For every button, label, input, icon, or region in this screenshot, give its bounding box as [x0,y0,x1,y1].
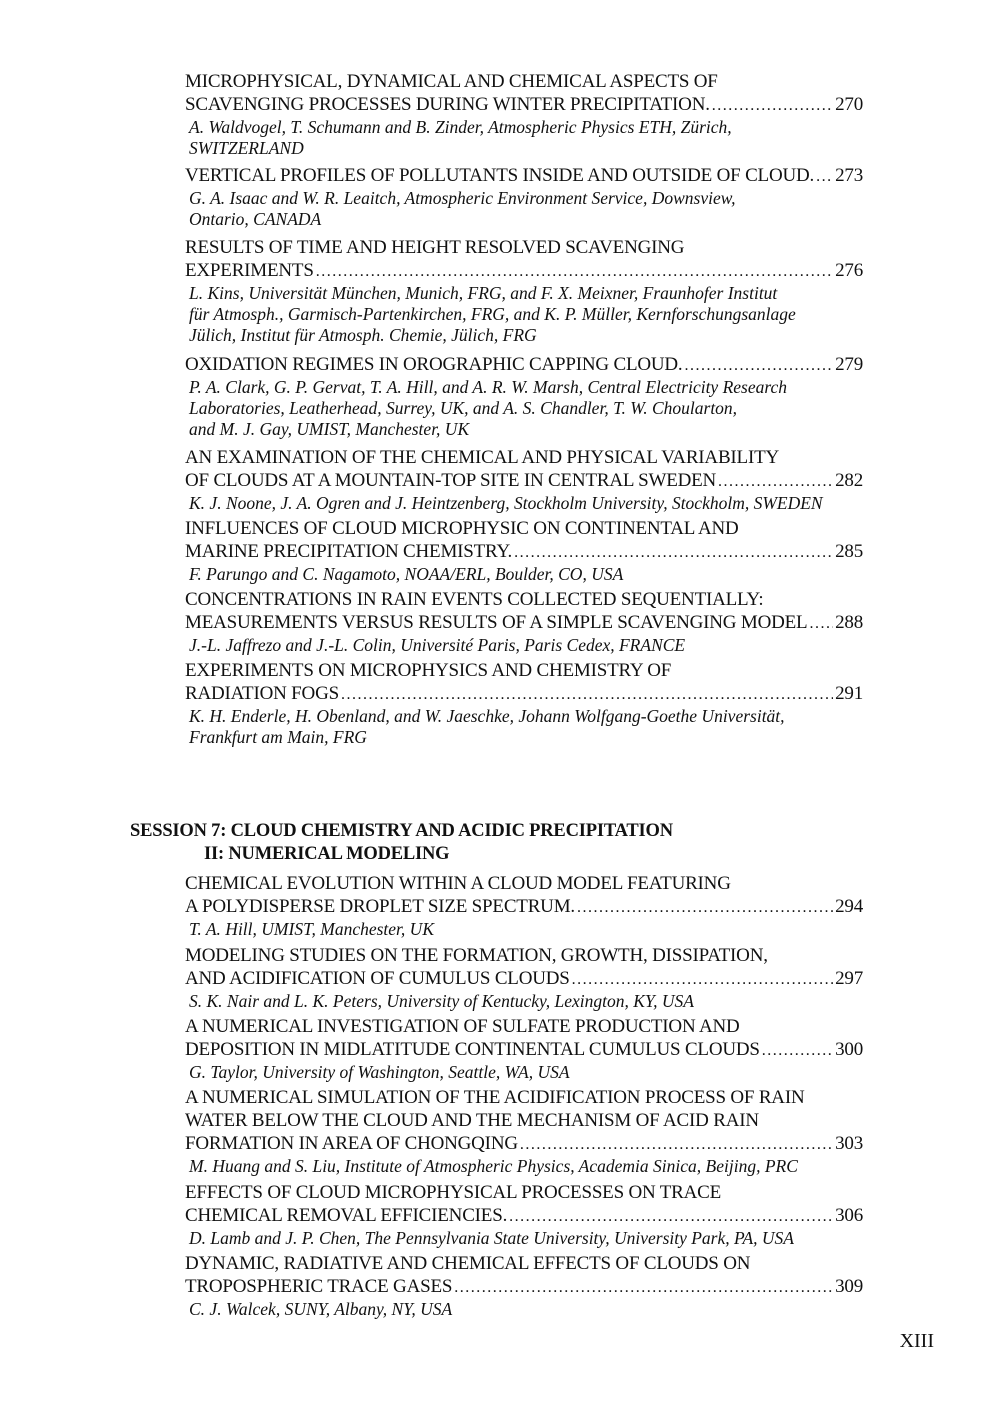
entry-title-last-line [185,682,863,706]
entry-title-last-line [185,1132,863,1156]
session-title-line-1: SESSION 7: CLOUD CHEMISTRY AND ACIDIC PRECIPITATION [130,821,673,841]
entry-title-line: AN EXAMINATION OF THE CHEMICAL AND PHYSICAL VARIABILITY [185,447,780,468]
entry-authors: SWITZERLAND [189,138,304,158]
dot-leader [762,1039,833,1062]
dot-leader [454,1276,833,1299]
entry-page-number: 288 [835,612,863,633]
entry-authors: K. J. Noone, J. A. Ogren and J. Heintzenberg, Stockholm University, Stockholm, SWEDEN [189,493,823,513]
dot-leader [809,612,833,635]
entry-authors: Frankfurt am Main, FRG [189,727,367,747]
entry-page-number: 291 [835,683,863,704]
entry-title-text: MEASUREMENTS VERSUS RESULTS OF A SIMPLE SCAVENGING MODEL [185,612,808,633]
entry-page-number: 309 [835,1276,863,1297]
entry-title-line: MODELING STUDIES ON THE FORMATION, GROWTH, DISSIPATION, [185,945,768,966]
dot-leader [718,470,833,493]
dot-leader [509,1205,833,1228]
entry-authors: J.-L. Jaffrezo and J.-L. Colin, Université Paris, Paris Cedex, FRANCE [189,635,686,655]
entry-authors: T. A. Hill, UMIST, Manchester, UK [189,919,434,939]
dot-leader [520,1133,833,1156]
entry-title-line: CONCENTRATIONS IN RAIN EVENTS COLLECTED SEQUENTIALLY: [185,589,764,610]
entry-title-line: DYNAMIC, RADIATIVE AND CHEMICAL EFFECTS OF CLOUDS ON [185,1253,751,1274]
entry-title-text: VERTICAL PROFILES OF POLLUTANTS INSIDE AND OUTSIDE OF CLOUD. [185,165,815,186]
entry-title-line: MICROPHYSICAL, DYNAMICAL AND CHEMICAL ASPECTS OF [185,71,718,92]
entry-title-text: DEPOSITION IN MIDLATITUDE CONTINENTAL CUMULUS CLOUDS [185,1039,760,1060]
toc-entry [185,236,863,346]
entry-title-line: CHEMICAL EVOLUTION WITHIN A CLOUD MODEL FEATURING [185,873,731,894]
entry-title-last-line [185,259,863,283]
toc-entry [185,70,863,159]
dot-leader [577,896,833,919]
toc-entry [185,1181,863,1249]
entry-page-number: 294 [835,896,863,917]
entry-title-line: INFLUENCES OF CLOUD MICROPHYSIC ON CONTINENTAL AND [185,518,739,539]
entry-authors: A. Waldvogel, T. Schumann and B. Zinder, Atmospheric Physics ETH, Zürich, [189,117,732,137]
entry-title-last-line [185,93,863,117]
toc-entry [185,446,863,514]
dot-leader [341,683,833,706]
entry-page-number: 285 [835,541,863,562]
toc-entry [185,1086,863,1177]
toc-entry [185,1015,863,1083]
entry-page-number: 306 [835,1205,863,1226]
entry-title-line: EFFECTS OF CLOUD MICROPHYSICAL PROCESSES ON TRACE [185,1182,722,1203]
entry-page-number: 303 [835,1133,863,1154]
entry-title-last-line [185,895,863,919]
entry-title-last-line [185,1275,863,1299]
toc-entry [185,517,863,585]
entry-title-text: A POLYDISPERSE DROPLET SIZE SPECTRUM. [185,896,575,917]
entry-title-line: EXPERIMENTS ON MICROPHYSICS AND CHEMISTRY OF [185,660,672,681]
toc-entry [185,164,863,230]
entry-authors: and M. J. Gay, UMIST, Manchester, UK [189,419,470,439]
entry-page-number: 279 [835,354,863,375]
entry-page-number: 276 [835,260,863,281]
entry-authors: F. Parungo and C. Nagamoto, NOAA/ERL, Boulder, CO, USA [189,564,624,584]
entry-authors: L. Kins, Universität München, Munich, FRG, and F. X. Meixner, Fraunhofer Institut [189,283,778,303]
entry-title-last-line [185,611,863,635]
entry-title-last-line [185,353,863,377]
entry-title-text: TROPOSPHERIC TRACE GASES [185,1276,453,1297]
entry-title-last-line [185,540,863,564]
entry-title-line: WATER BELOW THE CLOUD AND THE MECHANISM OF ACID RAIN [185,1110,759,1131]
entry-page-number: 300 [835,1039,863,1060]
entry-authors: S. K. Nair and L. K. Peters, University of Kentucky, Lexington, KY, USA [189,991,694,1011]
entry-authors: G. Taylor, University of Washington, Seattle, WA, USA [189,1062,570,1082]
entry-title-last-line [185,164,863,188]
entry-title-text: CHEMICAL REMOVAL EFFICIENCIES. [185,1205,508,1226]
entry-title-line: A NUMERICAL SIMULATION OF THE ACIDIFICATION PROCESS OF RAIN [185,1087,805,1108]
toc-entry [185,1252,863,1320]
page-number: XIII [899,1330,934,1352]
entry-title-text: SCAVENGING PROCESSES DURING WINTER PRECIPITATION. [185,94,710,115]
entry-authors: Jülich, Institut für Atmosph. Chemie, Jülich, FRG [189,325,537,345]
entry-title-text: OXIDATION REGIMES IN OROGRAPHIC CAPPING CLOUD. [185,354,683,375]
entry-title-last-line [185,1038,863,1062]
toc-entry [185,944,863,1012]
entry-authors: für Atmosph., Garmisch-Partenkirchen, FRG, and K. P. Müller, Kernforschungsanlage [189,304,796,324]
toc-entry [185,872,863,940]
entry-title-line: A NUMERICAL INVESTIGATION OF SULFATE PRODUCTION AND [185,1016,740,1037]
entry-authors: Ontario, CANADA [189,209,322,229]
entry-authors: D. Lamb and J. P. Chen, The Pennsylvania State University, University Park, PA, USA [189,1228,794,1248]
dot-leader [514,541,833,564]
toc-entry [185,659,863,748]
entry-title-text: MARINE PRECIPITATION CHEMISTRY. [185,541,513,562]
session-heading [130,820,870,866]
entry-title-last-line [185,967,863,991]
entry-authors: P. A. Clark, G. P. Gervat, T. A. Hill, and A. R. W. Marsh, Central Electricity Research [189,377,788,397]
entry-authors: C. J. Walcek, SUNY, Albany, NY, USA [189,1299,453,1319]
entry-title-text: FORMATION IN AREA OF CHONGQING [185,1133,518,1154]
dot-leader [684,354,833,377]
entry-page-number: 273 [835,165,863,186]
entry-page-number: 270 [835,94,863,115]
entry-title-text: AND ACIDIFICATION OF CUMULUS CLOUDS [185,968,570,989]
entry-title-text: EXPERIMENTS [185,260,314,281]
entry-authors: Laboratories, Leatherhead, Surrey, UK, and A. S. Chandler, T. W. Choularton, [189,398,738,418]
entry-title-line: RESULTS OF TIME AND HEIGHT RESOLVED SCAVENGING [185,237,685,258]
entry-title-text: OF CLOUDS AT A MOUNTAIN-TOP SITE IN CENTRAL SWEDEN [185,470,717,491]
entry-page-number: 282 [835,470,863,491]
dot-leader [712,94,833,117]
entry-page-number: 297 [835,968,863,989]
dot-leader [316,260,833,283]
toc-entry [185,353,863,440]
entry-title-last-line [185,1204,863,1228]
dot-leader [816,165,833,188]
session-title-line-2: II: NUMERICAL MODELING [204,844,450,864]
entry-authors: M. Huang and S. Liu, Institute of Atmospheric Physics, Academia Sinica, Beijing, PRC [189,1156,798,1176]
entry-title-text: RADIATION FOGS [185,683,339,704]
entry-authors: G. A. Isaac and W. R. Leaitch, Atmospheric Environment Service, Downsview, [189,188,736,208]
toc-entry [185,588,863,656]
dot-leader [572,968,833,991]
entry-title-last-line [185,469,863,493]
entry-authors: K. H. Enderle, H. Obenland, and W. Jaeschke, Johann Wolfgang-Goethe Universität, [189,706,785,726]
